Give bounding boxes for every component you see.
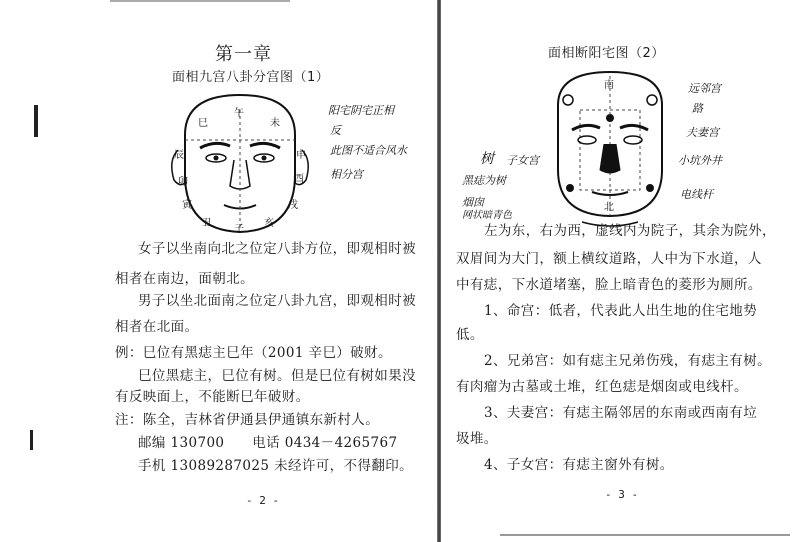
label-hai: 亥 — [264, 218, 274, 229]
scan-artifact-left-1 — [34, 105, 38, 137]
handwritten-note-right-9: 网状暗青色 — [462, 210, 512, 221]
handwritten-note-right-6: 子女宫 — [506, 154, 539, 167]
label-si: 巳 — [198, 118, 208, 129]
right-para-line-5: 低。 — [456, 327, 484, 343]
handwritten-note-left-4: 相分宫 — [330, 168, 363, 181]
scan-artifact-top — [110, 0, 290, 2]
label-zi: 子 — [234, 224, 244, 235]
handwritten-note-right-1: 远邻宫 — [688, 82, 721, 95]
handwritten-note-right-5: 树 — [480, 151, 494, 167]
page-number-left: - 2 - — [246, 494, 280, 507]
left-para-line-5: 例：巳位有黑痣主巳年（2001 辛巳）破财。 — [115, 345, 392, 361]
left-para-line-8: 注：陈全，吉林省伊通县伊通镇东新村人。 — [115, 412, 380, 428]
right-para-line-8: 3、夫妻宫：有痣主隔邻居的东南或西南有垃 — [484, 405, 758, 421]
left-para-line-10: 手机 13089287025 未经许可，不得翻印。 — [138, 458, 414, 474]
right-para-line-4: 1、命宫：低者，代表此人出生地的住宅地势 — [484, 303, 758, 319]
handwritten-note-right-4: 小坑外井 — [678, 154, 722, 167]
label-xu: 戌 — [288, 200, 298, 211]
handwritten-note-left-3: 此图不适合风水 — [330, 144, 407, 157]
left-para-line-6: 巳位黑痣主，巳位有树。但是巳位有树如果没 — [138, 368, 416, 384]
face-diagram-left — [160, 90, 320, 235]
label-yin: 寅 — [182, 200, 192, 211]
page-number-right: - 3 - — [605, 488, 639, 501]
right-para-line-6: 2、兄弟宫：如有痣主兄弟伤残，有痣主有树。 — [484, 353, 771, 369]
left-para-line-1: 女子以坐南向北之位定八卦方位，即观相时被 — [138, 241, 416, 257]
left-para-line-4: 相者在北面。 — [115, 319, 199, 335]
label-south: 南 — [604, 80, 614, 91]
handwritten-note-right-10: 电线杆 — [680, 188, 713, 201]
face-diagram-right — [540, 70, 680, 230]
handwritten-note-right-3: 夫妻宫 — [686, 126, 719, 139]
right-para-line-10: 4、子女宫：有痣主窗外有树。 — [484, 457, 674, 473]
label-wu: 午 — [234, 108, 244, 119]
handwritten-note-right-8: 烟囱 — [462, 196, 484, 209]
left-para-line-9: 邮编 130700 电话 0434－4265767 — [138, 435, 398, 451]
right-para-line-3: 中有痣，下水道堵塞，脸上暗青色的菱形为厕所。 — [456, 277, 762, 293]
handwritten-note-right-2: 路 — [692, 102, 703, 115]
right-page — [440, 0, 793, 542]
figure-title-left: 面相九宫八卦分宫图（1） — [172, 70, 330, 85]
handwritten-note-left-2: 反 — [330, 124, 341, 137]
handwritten-note-right-7: 黑痣为树 — [462, 174, 506, 187]
label-mao: 卯 — [178, 177, 188, 188]
left-para-line-7: 有反映面上，不能断巳年破财。 — [115, 389, 310, 405]
label-chen: 辰 — [174, 150, 184, 161]
label-chou: 丑 — [202, 218, 212, 229]
figure-title-right: 面相断阳宅图（2） — [548, 46, 665, 61]
label-you: 酉 — [294, 174, 304, 185]
chapter-title: 第一章 — [215, 44, 272, 65]
scan-artifact-left-2 — [30, 430, 33, 450]
right-para-line-9: 圾堆。 — [456, 431, 498, 447]
scan-artifact-right-bottom — [500, 534, 790, 536]
right-para-line-1: 左为东，右为西，虚线内为院子，其余为院外， — [484, 223, 776, 239]
label-shen: 申 — [296, 150, 306, 161]
handwritten-note-left-1: 阳宅阴宅正相 — [328, 104, 394, 117]
left-para-line-3: 男子以坐北面南之位定八卦九宫，即观相时被 — [138, 293, 416, 309]
label-north: 北 — [604, 202, 614, 213]
right-para-line-2: 双眉间为大门，额上横纹道路，人中为下水道，人 — [456, 251, 762, 267]
label-wei: 未 — [270, 118, 280, 129]
right-para-line-7: 有肉瘤为古墓或土堆，红色痣是烟囱或电线杆。 — [456, 379, 748, 395]
left-para-line-2: 相者在南边，面朝北。 — [115, 271, 254, 287]
